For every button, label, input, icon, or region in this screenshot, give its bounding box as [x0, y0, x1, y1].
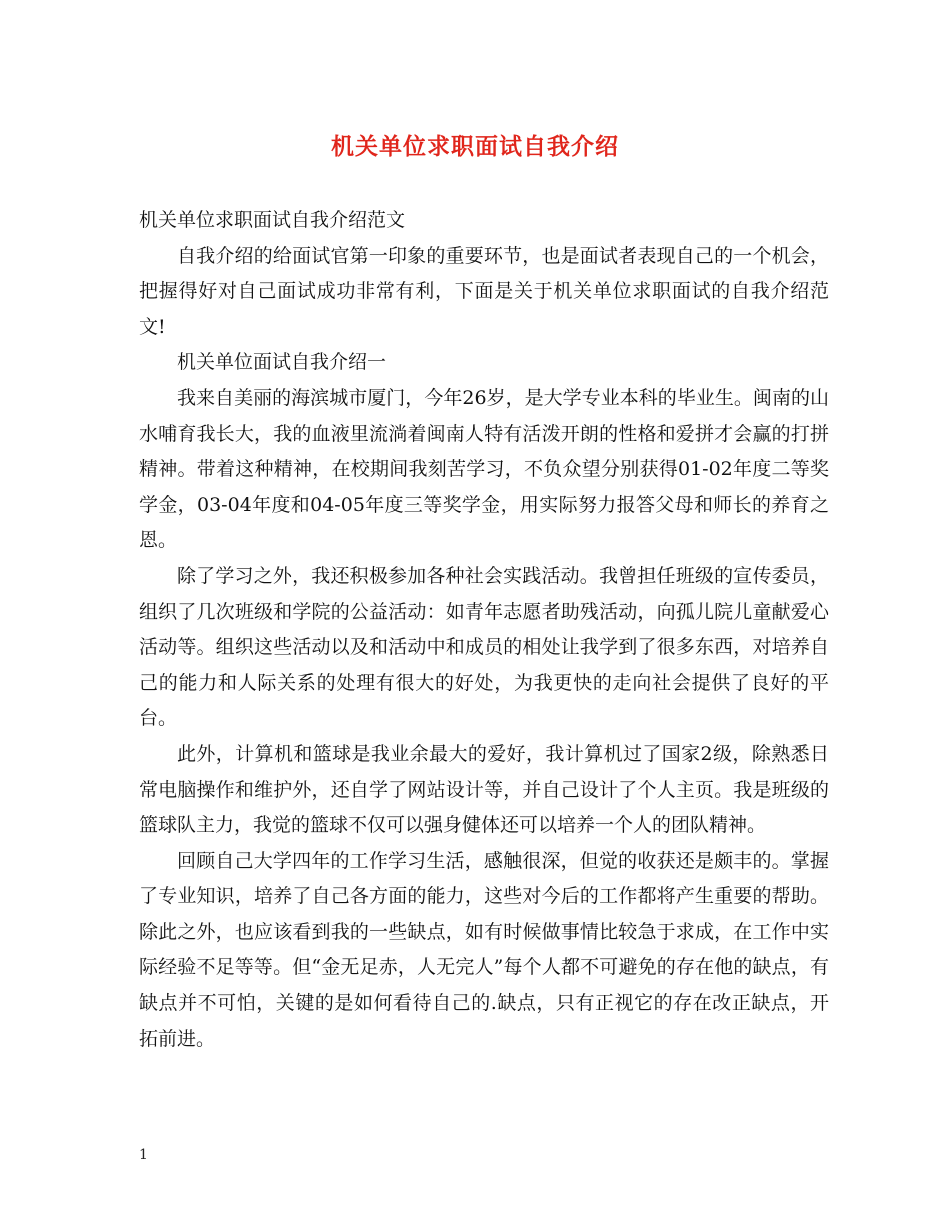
body-paragraph: 回顾自己大学四年的工作学习生活，感触很深，但觉的收获还是颇丰的。掌握了专业知识，培养了自己各方面的能力，这些对今后的工作都将产生重要的帮助。除此之外，也应该看到我的一些缺点，如有时候做事情比较急于求成，在工作中实际经验不足等等。但“金无足赤，人无完人”每个人都不可避免的存在他的缺点，有缺点并不可怕，关键的是如何看待自己的.缺点，只有正视它的存在改正缺点，开拓前进。	[139, 849, 829, 1050]
document-title: 机关单位求职面试自我介绍	[331, 133, 619, 160]
body-paragraph: 除了学习之外，我还积极参加各种社会实践活动。我曾担任班级的宣传委员，组织了几次班级和学院的公益活动：如青年志愿者助残活动，向孤儿院儿童献爱心活动等。组织这些活动以及和活动中和成员的相处让我学到了很多东西，对培养自己的能力和人际关系的处理有很大的好处，为我更快的走向社会提供了良好的平台。	[139, 564, 829, 730]
subtitle-paragraph: 机关单位求职面试自我介绍范文	[139, 209, 406, 231]
document-body	[139, 203, 829, 1057]
page-number: 1	[139, 1147, 148, 1163]
body-paragraph: 此外，计算机和篮球是我业余最大的爱好，我计算机过了国家2级，除熟悉日常电脑操作和维护外，还自学了网站设计等，并自己设计了个人主页。我是班级的篮球队主力，我觉的篮球不仅可以强身健体还可以培养一个人的团队精神。	[139, 742, 829, 837]
body-paragraph: 我来自美丽的海滨城市厦门，今年26岁，是大学专业本科的毕业生。闽南的山水哺育我长大，我的血液里流淌着闽南人特有活泼开朗的性格和爱拼才会赢的打拼精神。带着这种精神，在校期间我刻苦学习，不负众望分别获得01-02年度二等奖学金，03-04年度和04-05年度三等奖学金，用实际努力报答父母和师长的养育之恩。	[139, 386, 829, 552]
intro-paragraph: 自我介绍的给面试官第一印象的重要环节，也是面试者表现自己的一个机会，把握得好对自己面试成功非常有利，下面是关于机关单位求职面试的自我介绍范文!	[139, 244, 829, 338]
section-heading: 机关单位面试自我介绍一	[177, 351, 387, 374]
